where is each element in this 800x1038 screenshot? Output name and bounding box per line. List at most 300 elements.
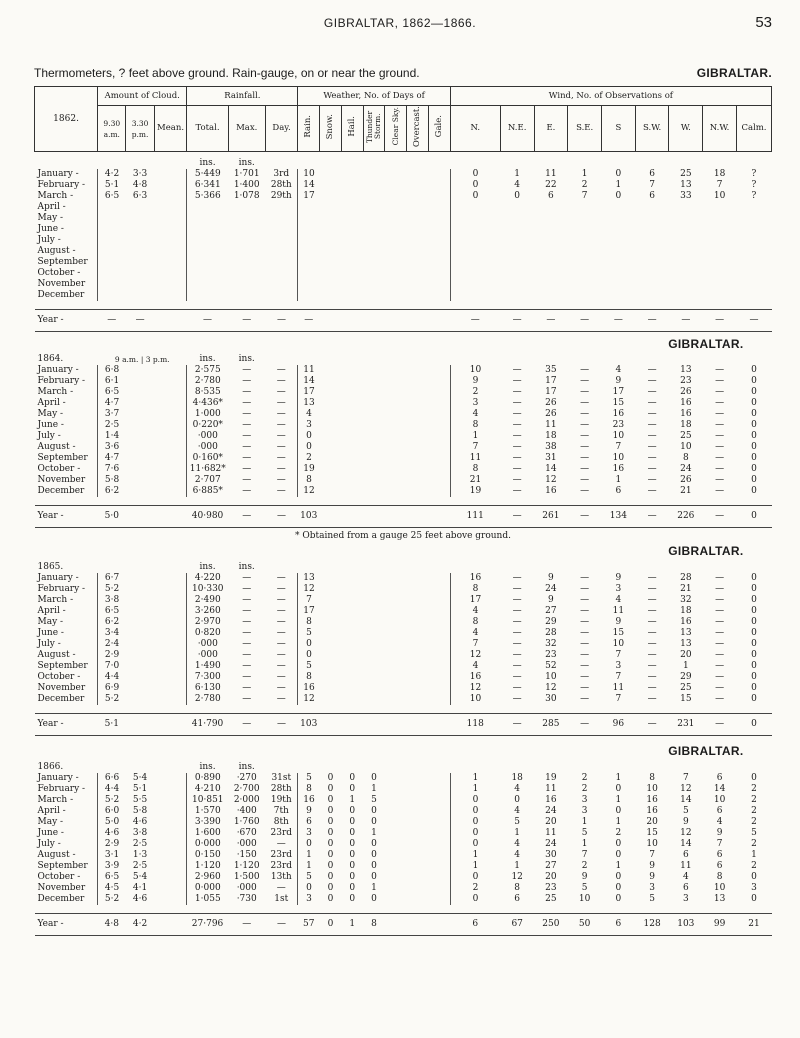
table-cell	[428, 683, 450, 694]
table-cell	[407, 872, 429, 883]
year-total-cell: —	[228, 506, 265, 528]
table-cell: 0	[450, 795, 500, 806]
table-cell	[500, 224, 534, 235]
table-cell	[298, 257, 320, 268]
block-1862	[35, 152, 772, 170]
table-cell	[428, 235, 450, 246]
table-cell: —	[242, 617, 252, 628]
table-cell: 2	[751, 806, 757, 817]
table-cell: 8	[298, 672, 320, 683]
table-cell	[568, 235, 602, 246]
table-cell	[635, 202, 669, 213]
table-cell: ?	[751, 169, 757, 180]
table-cell	[428, 453, 450, 464]
total-1862	[35, 301, 772, 332]
table-cell: 17	[298, 387, 320, 398]
table-cell	[428, 442, 450, 453]
table-cell: 2	[751, 839, 757, 850]
table-cell	[154, 464, 187, 475]
table-cell: 1	[298, 861, 320, 872]
table-cell	[320, 672, 342, 683]
table-cell: 4	[298, 409, 320, 420]
table-cell	[385, 584, 407, 595]
year-total-cell: 4·2	[126, 914, 154, 936]
table-cell: 5	[298, 872, 320, 883]
table-cell: —	[276, 839, 286, 850]
table-cell	[363, 191, 385, 202]
month-label: November	[37, 279, 86, 290]
table-cell: 10·330	[187, 584, 228, 595]
table-cell: —	[647, 694, 657, 705]
table-cell: 0	[327, 784, 334, 795]
table-cell	[126, 486, 154, 497]
table-cell: 1	[371, 784, 377, 795]
month-label: October -	[37, 872, 81, 883]
table-cell	[363, 365, 385, 376]
table-cell	[126, 672, 154, 683]
table-cell	[320, 224, 342, 235]
month-label: January -	[37, 573, 79, 584]
table-row	[35, 376, 772, 387]
table-cell: 6·341	[187, 180, 228, 191]
table-cell: 0·000	[187, 883, 228, 894]
table-row	[35, 257, 772, 268]
table-cell: 13	[680, 180, 692, 191]
table-cell	[341, 683, 363, 694]
block-1864	[35, 332, 772, 366]
year-total-cell: —	[500, 506, 534, 528]
table-row	[35, 453, 772, 464]
table-cell	[265, 202, 298, 213]
table-cell	[736, 290, 771, 301]
year-total-cell	[320, 310, 342, 332]
year-total-cell	[154, 714, 187, 736]
table-cell: 16	[646, 795, 658, 806]
table-cell: 0	[327, 861, 334, 872]
table-cell	[428, 191, 450, 202]
table-cell	[385, 872, 407, 883]
table-cell: —	[580, 639, 590, 650]
table-cell: 4·5	[98, 883, 126, 894]
table-cell: 0	[298, 883, 320, 894]
table-cell	[407, 784, 429, 795]
table-cell: 3	[298, 894, 320, 905]
table-cell: —	[580, 409, 590, 420]
year-total-cell: 0	[736, 714, 771, 736]
table-cell	[341, 387, 363, 398]
table-cell	[407, 773, 429, 784]
unit-label: ins.	[238, 158, 255, 169]
table-cell: 5	[298, 628, 320, 639]
table-cell	[363, 672, 385, 683]
month-label: May -	[37, 617, 64, 628]
table-cell: —	[512, 475, 522, 486]
table-cell: —	[276, 431, 286, 442]
table-cell: 3·8	[98, 595, 126, 606]
table-cell	[154, 861, 187, 872]
table-cell	[450, 213, 500, 224]
table-cell: 1	[371, 883, 377, 894]
table-cell: 7	[298, 595, 320, 606]
year-total-cell	[154, 506, 187, 528]
table-cell: 0	[349, 872, 356, 883]
table-cell: 29	[545, 617, 557, 628]
table-cell: 5	[581, 828, 588, 839]
units-row-1864	[35, 354, 772, 365]
table-cell: 12	[511, 872, 523, 883]
table-cell: —	[715, 464, 725, 475]
table-cell	[385, 828, 407, 839]
year-total-cell: —	[98, 310, 126, 332]
table-cell	[407, 661, 429, 672]
table-cell	[407, 431, 429, 442]
table-cell: 11	[545, 169, 557, 180]
table-cell: 6·885*	[187, 486, 228, 497]
table-row	[35, 365, 772, 376]
table-cell	[154, 268, 187, 279]
table-cell	[126, 573, 154, 584]
table-cell	[385, 398, 407, 409]
table-cell	[407, 224, 429, 235]
table-cell: 10	[612, 431, 625, 442]
table-cell	[428, 839, 450, 850]
table-cell	[363, 683, 385, 694]
year-total-cell: —	[703, 714, 737, 736]
table-cell: 33	[680, 191, 692, 202]
table-cell: 4	[514, 180, 521, 191]
table-cell	[363, 628, 385, 639]
table-cell: —	[647, 595, 657, 606]
table-cell	[385, 883, 407, 894]
table-cell	[341, 573, 363, 584]
table-cell: 24	[545, 839, 557, 850]
table-cell: 4·220	[187, 573, 228, 584]
table-cell: —	[242, 573, 252, 584]
table-cell: —	[512, 453, 522, 464]
table-row	[35, 694, 772, 705]
table-cell	[98, 279, 126, 290]
table-cell: —	[580, 672, 590, 683]
table-cell: 19	[450, 486, 500, 497]
table-cell: 17	[545, 376, 557, 387]
table-cell	[428, 595, 450, 606]
table-cell	[407, 694, 429, 705]
table-cell: 7·6	[98, 464, 126, 475]
table-cell	[407, 257, 429, 268]
table-cell: 16	[612, 409, 625, 420]
table-row	[35, 442, 772, 453]
table-cell: 0	[751, 639, 757, 650]
table-cell: 1	[615, 180, 622, 191]
table-cell: —	[715, 376, 725, 387]
cloud-group-header: Amount of Cloud.	[98, 87, 187, 106]
table-cell	[341, 290, 363, 301]
table-cell	[534, 224, 568, 235]
table-cell: 13	[298, 573, 320, 584]
table-cell: 0	[349, 806, 356, 817]
table-cell: 18	[680, 606, 692, 617]
table-cell: —	[512, 617, 522, 628]
table-cell	[320, 376, 342, 387]
table-cell	[635, 213, 669, 224]
table-cell	[385, 639, 407, 650]
table-cell	[154, 628, 187, 639]
table-cell: 9	[548, 573, 554, 584]
table-cell: —	[242, 442, 252, 453]
col-w-gale	[428, 106, 450, 152]
table-cell: 0	[450, 806, 500, 817]
table-cell: 0	[615, 872, 622, 883]
table-cell: 0	[349, 850, 356, 861]
table-cell	[669, 279, 703, 290]
month-label: July -	[37, 431, 61, 442]
table-cell	[407, 486, 429, 497]
table-cell	[126, 639, 154, 650]
table-cell	[341, 595, 363, 606]
table-cell: 2	[581, 773, 588, 784]
table-cell: 1·120	[187, 861, 228, 872]
table-cell	[154, 784, 187, 795]
table-cell	[669, 268, 703, 279]
table-cell: —	[242, 650, 252, 661]
table-cell: 6	[682, 883, 689, 894]
table-cell	[363, 268, 385, 279]
weather-group-header: Weather, No. of Days of	[298, 87, 450, 106]
table-cell: 52	[545, 661, 557, 672]
table-cell	[320, 257, 342, 268]
table-cell: 22	[545, 180, 557, 191]
table-cell	[428, 169, 450, 180]
year-total-cell	[428, 506, 450, 528]
table-cell	[265, 279, 298, 290]
month-label: August -	[37, 850, 76, 861]
table-cell	[363, 224, 385, 235]
table-cell: —	[647, 628, 657, 639]
table-cell	[228, 268, 265, 279]
year-total-cell: 103	[669, 914, 703, 936]
table-cell	[126, 398, 154, 409]
table-cell: —	[647, 398, 657, 409]
table-row	[35, 279, 772, 290]
table-row	[35, 464, 772, 475]
table-cell: 4	[514, 850, 521, 861]
table-cell: ·670	[236, 828, 257, 839]
table-cell: 6·3	[132, 191, 148, 202]
table-cell: 0	[298, 431, 320, 442]
col-w-snow-label: Snow.	[325, 113, 335, 140]
table-cell	[407, 475, 429, 486]
table-cell: ?	[751, 180, 757, 191]
table-cell: 8	[298, 784, 320, 795]
col-d-se: S.E.	[568, 106, 602, 152]
table-cell	[298, 235, 320, 246]
table-cell: —	[242, 409, 252, 420]
table-cell: 1	[682, 661, 689, 672]
year-total-cell: 226	[669, 506, 703, 528]
table-cell: —	[647, 617, 657, 628]
month-label: July -	[37, 235, 61, 246]
table-cell	[428, 475, 450, 486]
table-cell	[363, 442, 385, 453]
table-cell: 35	[545, 365, 557, 376]
table-cell: 0	[349, 817, 356, 828]
total-1865	[35, 705, 772, 736]
table-cell	[385, 235, 407, 246]
table-cell	[320, 191, 342, 202]
table-cell	[126, 694, 154, 705]
table-cell: 8	[450, 420, 500, 431]
table-cell: 0	[751, 464, 757, 475]
table-cell: 2·780	[187, 376, 228, 387]
table-cell	[703, 202, 737, 213]
table-cell: 0	[327, 795, 334, 806]
year-total-cell: 50	[568, 914, 602, 936]
table-cell	[669, 213, 703, 224]
table-cell: 1·078	[233, 191, 260, 202]
table-cell	[126, 224, 154, 235]
table-cell	[341, 376, 363, 387]
table-cell: ·730	[236, 894, 257, 905]
table-cell: 3·4	[98, 628, 126, 639]
table-cell: 5·2	[98, 694, 126, 705]
table-cell: 13	[680, 639, 692, 650]
table-cell: 7th	[273, 806, 289, 817]
table-cell	[428, 694, 450, 705]
table-cell: —	[715, 398, 725, 409]
table-cell: 23	[612, 420, 625, 431]
table-cell: —	[647, 365, 657, 376]
table-cell	[407, 442, 429, 453]
month-label: October -	[37, 464, 81, 475]
table-row	[35, 475, 772, 486]
table-cell: 19	[298, 464, 320, 475]
table-cell: —	[715, 683, 725, 694]
year-total-row	[35, 310, 772, 332]
table-cell	[320, 595, 342, 606]
table-cell	[98, 213, 126, 224]
table-cell: 7	[581, 850, 588, 861]
table-cell: 2·575	[187, 365, 228, 376]
month-label: May -	[37, 409, 64, 420]
table-cell: 0	[751, 672, 757, 683]
table-cell	[428, 246, 450, 257]
table-cell	[407, 894, 429, 905]
year-total-cell: 6	[602, 914, 636, 936]
table-cell: —	[512, 606, 522, 617]
table-cell: 3	[615, 584, 622, 595]
table-cell: 6	[682, 850, 689, 861]
table-cell: 0	[751, 486, 757, 497]
table-cell	[126, 431, 154, 442]
table-cell: 13	[713, 894, 726, 905]
table-cell	[341, 661, 363, 672]
table-cell: —	[715, 650, 725, 661]
table-cell	[154, 431, 187, 442]
table-cell: 5·366	[187, 191, 228, 202]
table-cell	[363, 180, 385, 191]
table-cell: 0	[327, 773, 334, 784]
table-cell: —	[715, 595, 725, 606]
table-cell: 4	[615, 595, 622, 606]
table-cell	[602, 202, 636, 213]
table-cell: 1	[615, 861, 622, 872]
table-cell	[265, 224, 298, 235]
table-cell: 4	[514, 806, 521, 817]
table-cell: —	[242, 628, 252, 639]
table-cell	[428, 202, 450, 213]
table-cell: 0	[450, 872, 500, 883]
table-cell: 17	[298, 191, 320, 202]
table-cell: 4	[450, 628, 500, 639]
table-cell: —	[580, 606, 590, 617]
table-cell: 2	[751, 861, 757, 872]
unit-label: ins.	[238, 762, 255, 773]
year-total-cell: 5·0	[98, 506, 126, 528]
table-cell	[602, 279, 636, 290]
units-row	[35, 158, 772, 169]
table-cell	[428, 213, 450, 224]
table-cell: 0	[349, 883, 356, 894]
table-cell	[154, 224, 187, 235]
table-cell	[385, 257, 407, 268]
table-row	[35, 584, 772, 595]
table-cell: 7	[716, 839, 723, 850]
table-cell: 28th	[270, 784, 292, 795]
year-total-cell	[363, 310, 385, 332]
table-cell	[428, 224, 450, 235]
table-cell: 23	[680, 376, 692, 387]
table-cell: 0	[450, 169, 500, 180]
table-cell	[669, 257, 703, 268]
table-cell: 10	[545, 672, 557, 683]
table-cell: 0·220*	[187, 420, 228, 431]
table-cell: —	[276, 398, 286, 409]
table-cell: 15	[680, 694, 692, 705]
table-cell: 2·490	[187, 595, 228, 606]
year-total-cell: 96	[602, 714, 636, 736]
table-cell: 6	[649, 191, 655, 202]
table-cell: —	[580, 486, 590, 497]
table-cell: —	[276, 365, 286, 376]
table-row	[35, 398, 772, 409]
year-total-cell: 1	[341, 914, 363, 936]
table-cell: 12	[680, 784, 692, 795]
table-cell	[407, 420, 429, 431]
month-label: March -	[37, 795, 74, 806]
table-cell: 0	[751, 398, 757, 409]
table-cell: —	[512, 694, 522, 705]
table-cell: 1	[450, 773, 500, 784]
year-total-cell: 4·8	[98, 914, 126, 936]
table-cell	[154, 894, 187, 905]
table-cell: 25	[680, 683, 692, 694]
table-cell	[228, 235, 265, 246]
year-total-cell: —	[228, 714, 265, 736]
table-cell: 10	[646, 839, 658, 850]
table-cell	[126, 683, 154, 694]
table-cell	[385, 617, 407, 628]
table-cell: 28	[680, 573, 692, 584]
table-cell	[385, 202, 407, 213]
table-cell	[320, 475, 342, 486]
table-cell	[320, 169, 342, 180]
table-cell: —	[276, 573, 286, 584]
table-cell: 6	[548, 191, 554, 202]
table-cell	[703, 213, 737, 224]
table-cell	[363, 464, 385, 475]
table-cell: 30	[545, 850, 557, 861]
table-cell: —	[580, 453, 590, 464]
